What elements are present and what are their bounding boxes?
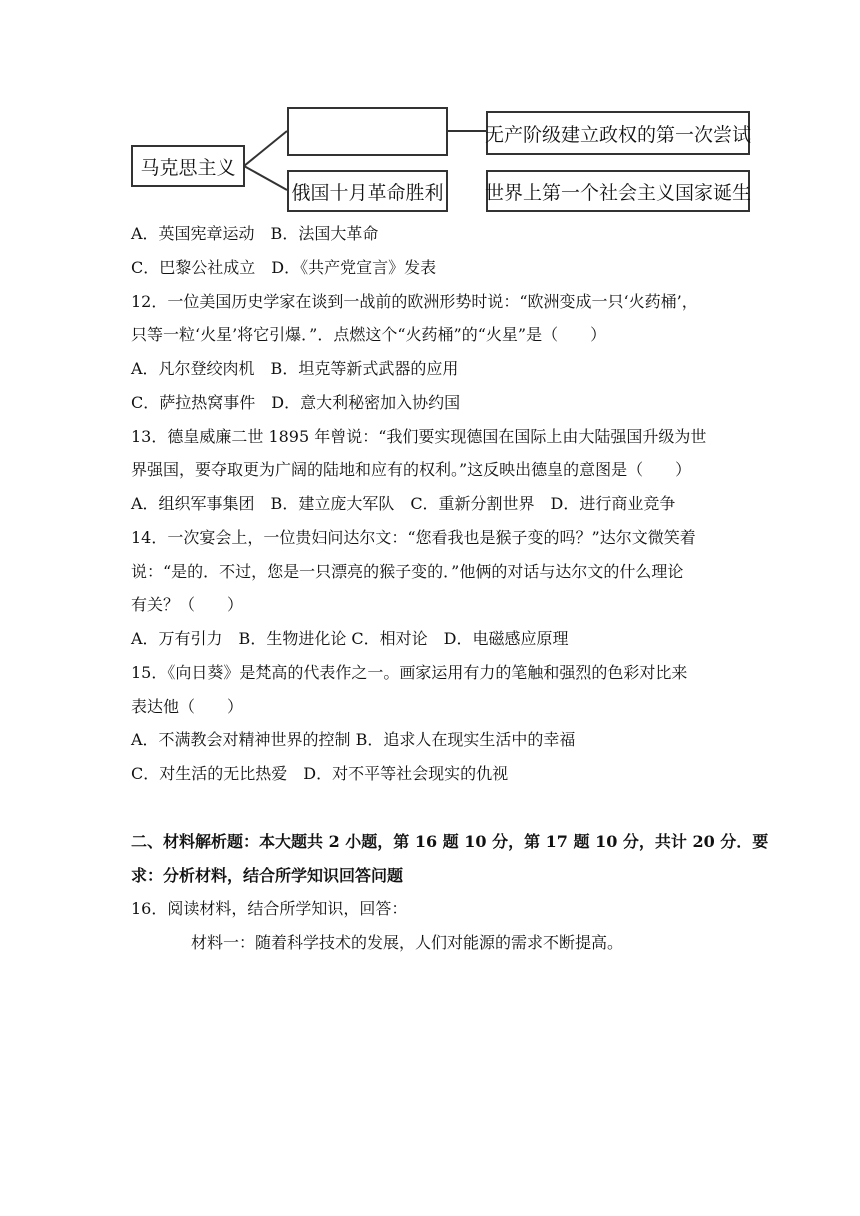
q13-options: A．组织军事集团 B．建立庞大军队 C．重新分割世界 D．进行商业竞争 xyxy=(131,494,676,513)
diagram-branch-bottom-label: 俄国十月革命胜利 xyxy=(291,181,444,204)
q12-options-cd: C．萨拉热窝事件 D．意大利秘密加入协约国 xyxy=(131,393,461,412)
q12-options-ab: A．凡尔登绞肉机 B．坦克等新式武器的应用 xyxy=(131,359,459,378)
diagram-root-box xyxy=(131,145,245,187)
connector-root-top xyxy=(244,131,287,166)
q15-options-cd: C．对生活的无比热爱 D．对不平等社会现实的仇视 xyxy=(131,764,509,783)
q12-stem-line2: 只等一粒‘火星’将它引爆．”．点燃这个“火药桶”的“火星”是（ ） xyxy=(131,325,607,344)
diagram-result-bottom-label: 世界上第一个社会主义国家诞生 xyxy=(485,181,752,204)
diagram-result-top-box xyxy=(486,111,750,155)
q15-stem-line2: 表达他（ ） xyxy=(131,697,244,716)
q12-stem-line1: 12．一位美国历史学家在谈到一战前的欧洲形势时说：“欧洲变成一只‘火药桶’， xyxy=(131,292,698,311)
diagram-result-top-label: 无产阶级建立政权的第一次尝试 xyxy=(485,123,752,146)
section-heading-line2: 求：分析材料，结合所学知识回答问题 xyxy=(131,866,404,885)
q15-stem-line1: 15．《向日葵》是梵高的代表作之一。画家运用有力的笔触和强烈的色彩对比来 xyxy=(131,663,688,682)
section-heading-line1: 二、材料解析题：本大题共 2 小题，第 16 题 10 分，第 17 题 10 分，共计 20 分．要 xyxy=(131,832,769,851)
q11-options-cd: C．巴黎公社成立 D．《共产党宣言》发表 xyxy=(131,258,437,277)
q16-stem: 16．阅读材料，结合所学知识，回答： xyxy=(131,899,408,918)
diagram-root-label: 马克思主义 xyxy=(140,156,236,179)
q14-stem-line1: 14．一次宴会上，一位贵妇问达尔文：“您看我也是猴子变的吗？”达尔文微笑着 xyxy=(131,528,696,547)
q13-stem-line2: 界强国，要夺取更为广阔的陆地和应有的权利。”这反映出德皇的意图是（ ） xyxy=(131,460,692,479)
diagram-branch-top-blank xyxy=(287,107,448,156)
q15-options-ab: A．不满教会对精神世界的控制 B．追求人在现实生活中的幸福 xyxy=(131,730,576,749)
diagram-result-bottom-box xyxy=(486,170,750,212)
connector-root-bottom xyxy=(244,166,287,190)
q14-stem-line2: 说：“是的．不过，您是一只漂亮的猴子变的．”他俩的对话与达尔文的什么理论 xyxy=(131,562,684,581)
q16-material-1: 材料一：随着科学技术的发展，人们对能源的需求不断提高。 xyxy=(191,933,624,952)
q11-options-ab: A．英国宪章运动 B．法国大革命 xyxy=(131,224,379,243)
q14-stem-line3: 有关？（ ） xyxy=(131,595,244,614)
concept-diagram xyxy=(0,0,860,230)
q14-options: A．万有引力 B．生物进化论 C．相对论 D．电磁感应原理 xyxy=(131,629,569,648)
q13-stem-line1: 13．德皇威廉二世 1895 年曾说：“我们要实现德国在国际上由大陆强国升级为世 xyxy=(131,427,707,446)
diagram-branch-bottom-box xyxy=(287,170,448,212)
